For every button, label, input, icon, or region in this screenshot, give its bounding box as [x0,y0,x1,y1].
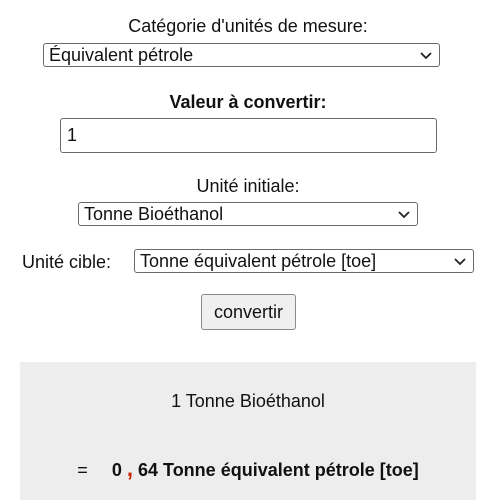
result-output-line [20,456,476,482]
from-unit-selected-value: Tonne Bioéthanol [84,204,224,224]
chevron-down-icon [453,254,467,268]
to-unit-select[interactable] [134,249,474,273]
result-decimal: 64 [137,460,159,480]
result-unit: Tonne équivalent pétrole [toe] [163,460,419,480]
chevron-down-icon [397,207,411,221]
result-integer: 0 [111,460,122,480]
category-select[interactable] [43,43,440,67]
result-input-line: 1 Tonne Bioéthanol [171,391,325,411]
to-unit-selected-value: Tonne équivalent pétrole [toe] [140,251,377,271]
category-label: Catégorie d'unités de mesure: [128,16,368,36]
from-unit-label: Unité initiale: [196,176,300,196]
convert-button[interactable]: convertir [201,294,296,330]
to-unit-label: Unité cible: [22,252,112,272]
result-panel [20,362,476,500]
result-equals: = [77,460,88,480]
value-label: Valeur à convertir: [169,92,327,112]
from-unit-select[interactable] [78,202,418,226]
category-selected-value: Équivalent pétrole [49,45,194,65]
result-decimal-separator: , [126,456,133,481]
value-input[interactable] [60,118,437,153]
chevron-down-icon [419,48,433,62]
value-input-text: 1 [67,125,78,145]
